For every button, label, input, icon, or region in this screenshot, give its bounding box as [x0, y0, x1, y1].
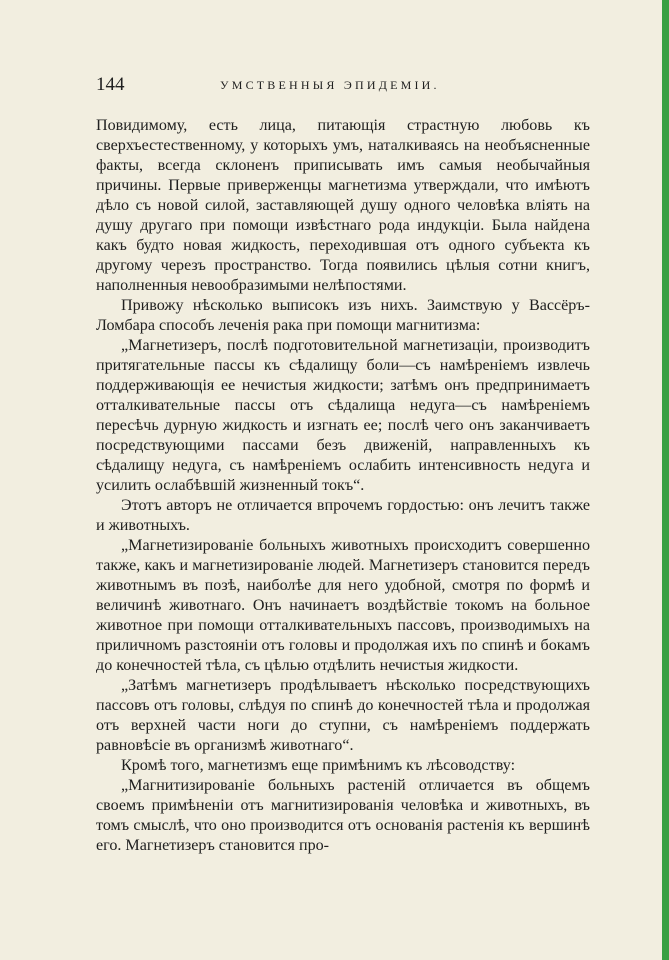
page-number: 144 [96, 74, 125, 95]
page-edge [662, 0, 669, 960]
running-title: УМСТВЕННЫЯ ЭПИДЕМІИ. [220, 78, 440, 92]
book-page [96, 74, 590, 856]
paragraph: Кромѣ того, магнетизмъ еще примѣнимъ къ лѣсоводству: [121, 757, 516, 774]
quote-paragraph: „Магнитизированіе больныхъ растеній отличается въ общемъ своемъ примѣненіи отъ магнитизированія человѣка и животныхъ, въ томъ смыслѣ, что оно производится отъ основанія растенія къ вершинѣ его. Магнетизеръ становится про- [96, 777, 590, 854]
quote-paragraph: „Магнетизеръ, послѣ подготовительной магнетизаціи, производитъ притягательные пассы къ сѣдалищу боли—съ намѣреніемъ извлечь поддерживающія ее нечистыя жидкости; затѣмъ онъ предпринимаетъ отталкивательные пассы отъ сѣдалища недуга—съ намѣреніемъ пересѣчь дурную жидкость и изгнать ее; послѣ чего онъ заканчиваетъ посредствующими пассами безъ движеній, направленныхъ къ сѣдалищу недуга, съ намѣреніемъ ослабить интенсивность недуга и усилить ослабѣвшій жизненный токъ“. [96, 337, 590, 494]
body-text [96, 116, 590, 856]
paragraph: Привожу нѣсколько выписокъ изъ нихъ. Заимствую у Вассёръ-Ломбара способъ леченія рака при помощи магнитизма: [96, 297, 590, 334]
paragraph: Этотъ авторъ не отличается впрочемъ гордостью: онъ лечитъ также и животныхъ. [96, 497, 590, 534]
paragraph: Повидимому, есть лица, питающія страстную любовь къ сверхъестественному, у которыхъ умъ, наталкиваясь на необъясненные факты, всегда склоненъ приписывать имъ самыя необычайныя причины. Первые приверженцы магнетизма утверждали, что имѣютъ дѣло съ новой силой, заставляющей душу одного человѣка влiять на душу другаго при помощи извѣстнаго рода индукціи. Была найдена какъ будто новая жидкость, переходившая отъ одного субъекта къ другому черезъ пространство. Тогда появились цѣлыя сотни книгъ, наполненныя невообразимыми нелѣпостями. [96, 117, 590, 294]
page-header [96, 74, 590, 100]
quote-paragraph: „Магнетизированіе больныхъ животныхъ происходитъ совершенно также, какъ и магнетизированіе людей. Магнетизеръ становится передъ животнымъ въ позѣ, наиболѣе для него удобной, смотря по формѣ и величинѣ животнаго. Онъ начинаетъ воздѣйствіе токомъ на больное животное при помощи отталкивательныхъ пассовъ, производимыхъ на приличномъ разстояніи отъ головы и продолжая ихъ по спинѣ и бокамъ до конечностей тѣла, съ цѣлью отдѣлить нечистыя жидкости. [96, 537, 590, 674]
quote-paragraph: „Затѣмъ магнетизеръ продѣлываетъ нѣсколько посредствующихъ пассовъ отъ головы, слѣдуя по спинѣ до конечностей тѣла и продолжая отъ верхней части ноги до ступни, съ намѣреніемъ поддержать равновѣсіе въ организмѣ животнаго“. [96, 677, 590, 754]
